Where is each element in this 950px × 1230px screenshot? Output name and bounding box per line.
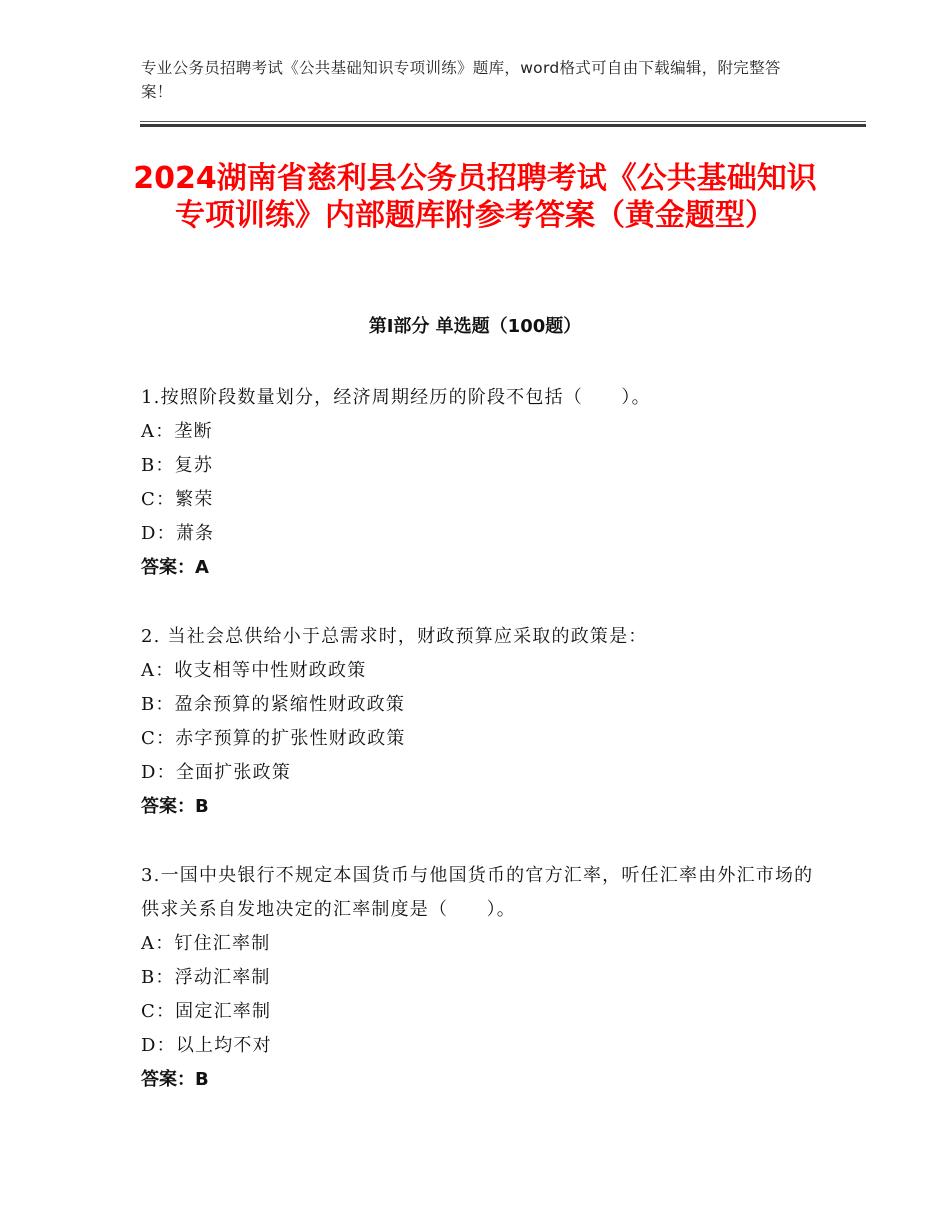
option-b: B：复苏 — [141, 455, 214, 476]
header-note: 专业公务员招聘考试《公共基础知识专项训练》题库，word格式可自由下载编辑，附完整答案！ — [141, 59, 781, 101]
answer-line: 答案：B — [141, 796, 209, 817]
answer-line: 答案：B — [141, 1069, 209, 1090]
question-stem: 1.按照阶段数量划分，经济周期经历的阶段不包括（ ）。 — [141, 387, 651, 408]
option-a: A：收支相等中性财政政策 — [141, 660, 367, 681]
option-b: B：盈余预算的紧缩性财政政策 — [141, 694, 406, 715]
question-block — [141, 381, 821, 585]
option-c: C：繁荣 — [141, 489, 214, 510]
option-a: A：垄断 — [141, 421, 213, 442]
answer-line: 答案：A — [141, 557, 209, 578]
option-d: D：以上均不对 — [141, 1035, 272, 1056]
document-title: 2024湖南省慈利县公务员招聘考试《公共基础知识专项训练》内部题库附参考答案（黄金题型） — [133, 161, 817, 233]
option-d: D：萧条 — [141, 523, 215, 544]
question-stem: 3.一国中央银行不规定本国货币与他国货币的官方汇率，听任汇率由外汇市场的供求关系自发地决定的汇率制度是（ ）。 — [141, 865, 814, 920]
option-b: B：浮动汇率制 — [141, 967, 271, 988]
option-d: D：全面扩张政策 — [141, 762, 292, 783]
option-c: C：赤字预算的扩张性财政政策 — [141, 728, 406, 749]
question-block — [141, 620, 821, 824]
section-heading: 第Ⅰ部分 单选题（100题） — [368, 316, 582, 337]
header-divider-thin — [140, 121, 866, 122]
header-divider-thick — [140, 124, 866, 127]
question-block — [141, 859, 821, 1097]
option-c: C：固定汇率制 — [141, 1001, 272, 1022]
option-a: A：钉住汇率制 — [141, 933, 271, 954]
question-stem: 2. 当社会总供给小于总需求时，财政预算应采取的政策是： — [141, 626, 648, 647]
